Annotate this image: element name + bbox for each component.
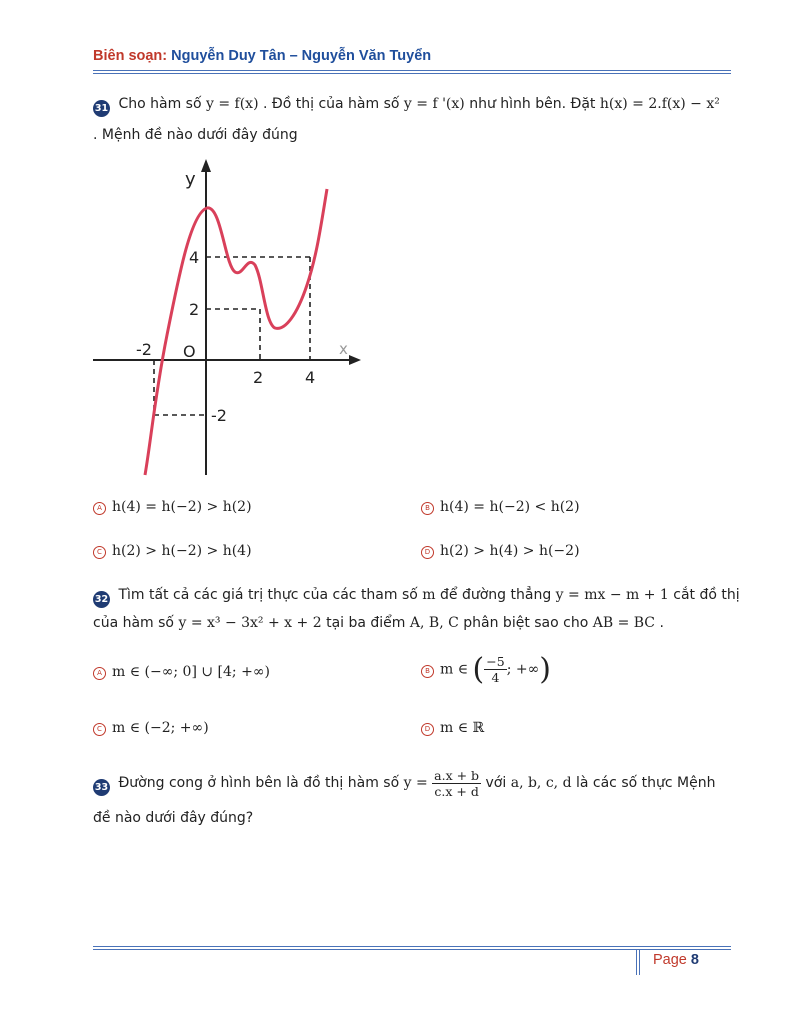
- q31-text-b: . Đồ thị của hàm số: [262, 96, 400, 112]
- tick-x-neg2: -2: [136, 340, 152, 359]
- option-text: h(4) = h(−2) > h(2): [112, 499, 252, 515]
- q33-denominator: c.x + d: [432, 783, 481, 799]
- q32-text-e: tại ba điểm: [326, 615, 406, 631]
- footer-divider-1: [636, 950, 637, 975]
- q32-option-a[interactable]: [93, 664, 270, 680]
- footer-divider-2: [639, 950, 640, 975]
- option-text: h(4) = h(−2) < h(2): [440, 499, 580, 515]
- q32-text-b: để đường thẳng: [440, 587, 552, 603]
- x-axis-arrow: [349, 355, 361, 365]
- q33-y-eq: y =: [403, 775, 428, 791]
- q32-number: 32: [93, 591, 110, 608]
- q32-text-g: .: [659, 615, 664, 631]
- q31-option-b[interactable]: [421, 499, 580, 515]
- y-axis-label: y: [185, 169, 196, 190]
- option-badge: A: [93, 667, 106, 680]
- tick-y-neg2: -2: [211, 406, 227, 425]
- option-text: m ∈: [440, 661, 469, 678]
- option-text: h(2) > h(4) > h(−2): [440, 543, 580, 559]
- option-badge: A: [93, 502, 106, 515]
- q32-condition: AB = BC: [592, 615, 656, 631]
- q32-option-c[interactable]: [93, 720, 209, 736]
- q32-f2: y = x³ − 3x² + x + 2: [178, 615, 322, 631]
- q31-line-2: . Mệnh đề nào dưới đây đúng: [93, 127, 298, 143]
- q32-points: A, B, C: [409, 615, 459, 631]
- q32-line-2: [93, 615, 664, 631]
- q33-vars: a, b, c, d: [510, 775, 572, 791]
- q32-text-f: phân biệt sao cho: [463, 615, 589, 631]
- q33-text-b: với: [485, 775, 507, 791]
- option-text: m ∈ (−2; +∞): [112, 720, 209, 736]
- footer-rule-1: [93, 946, 731, 947]
- page-number: [653, 952, 699, 968]
- q33-text-c: là các số thực Mệnh: [575, 775, 716, 791]
- option-badge: B: [421, 665, 434, 678]
- origin-label: O: [183, 342, 196, 361]
- paren-close: ): [539, 652, 551, 687]
- option-badge: C: [93, 546, 106, 559]
- option-text-post: ; +∞: [506, 661, 540, 678]
- option-badge: B: [421, 502, 434, 515]
- q33-number: 33: [93, 779, 110, 796]
- q31-number: 31: [93, 100, 110, 117]
- q32-option-b[interactable]: [421, 652, 551, 687]
- tick-x-2: 2: [253, 368, 264, 387]
- q31-f2: y = f '(x): [403, 96, 465, 112]
- y-axis-arrow: [201, 159, 211, 172]
- q33-text-a: Đường cong ở hình bên là đồ thị hàm số: [118, 775, 400, 791]
- q31-option-a[interactable]: [93, 499, 252, 515]
- q33-line-2: đề nào dưới đây đúng?: [93, 810, 254, 826]
- q32-text-a: Tìm tất cả các giá trị thực của các tham số: [118, 587, 418, 603]
- q33-numerator: a.x + b: [434, 767, 480, 783]
- fraction-numerator: −5: [486, 654, 505, 669]
- page-header: [93, 48, 431, 64]
- fraction: [484, 654, 506, 685]
- q32-text-c: cắt đồ thị: [673, 587, 740, 603]
- q31-option-d[interactable]: [421, 543, 580, 559]
- q31-text-c: như hình bên. Đặt: [469, 96, 596, 112]
- header-authors: Nguyễn Duy Tân – Nguyễn Văn Tuyển: [171, 48, 432, 64]
- q31-f1: y = f(x): [205, 96, 259, 112]
- q31-line-1: [93, 96, 720, 117]
- header-rule-2: [93, 73, 731, 74]
- option-text: h(2) > h(−2) > h(4): [112, 543, 252, 559]
- header-label: Biên soạn:: [93, 48, 168, 64]
- fraction-denominator: 4: [484, 669, 506, 685]
- q31-f3: h(x) = 2.f(x) − x²: [599, 96, 720, 112]
- q33-line-1: [93, 764, 715, 802]
- header-rule-1: [93, 70, 731, 71]
- q31-graph: [85, 155, 375, 485]
- page-label: Page: [653, 952, 687, 968]
- q32-text-d: của hàm số: [93, 615, 174, 631]
- tick-y-2: 2: [189, 300, 200, 319]
- option-badge: D: [421, 723, 434, 736]
- option-badge: C: [93, 723, 106, 736]
- q32-f1: y = mx − m + 1: [555, 587, 669, 603]
- paren-open: (: [472, 652, 485, 687]
- fprime-curve: [145, 189, 327, 475]
- q32-line-1: [93, 587, 740, 608]
- option-badge: D: [421, 546, 434, 559]
- tick-x-4: 4: [305, 368, 316, 387]
- q32-m: m: [422, 587, 436, 603]
- x-axis-label: x: [339, 340, 348, 358]
- q31-text-a: Cho hàm số: [118, 96, 202, 112]
- q31-option-c[interactable]: [93, 543, 252, 559]
- tick-y-4: 4: [189, 248, 200, 267]
- option-text: m ∈ ℝ: [440, 720, 485, 736]
- q33-fraction: [432, 768, 481, 799]
- option-text: m ∈ (−∞; 0] ∪ [4; +∞): [112, 664, 270, 680]
- page-number-value: 8: [690, 952, 699, 968]
- q32-option-d[interactable]: [421, 720, 484, 736]
